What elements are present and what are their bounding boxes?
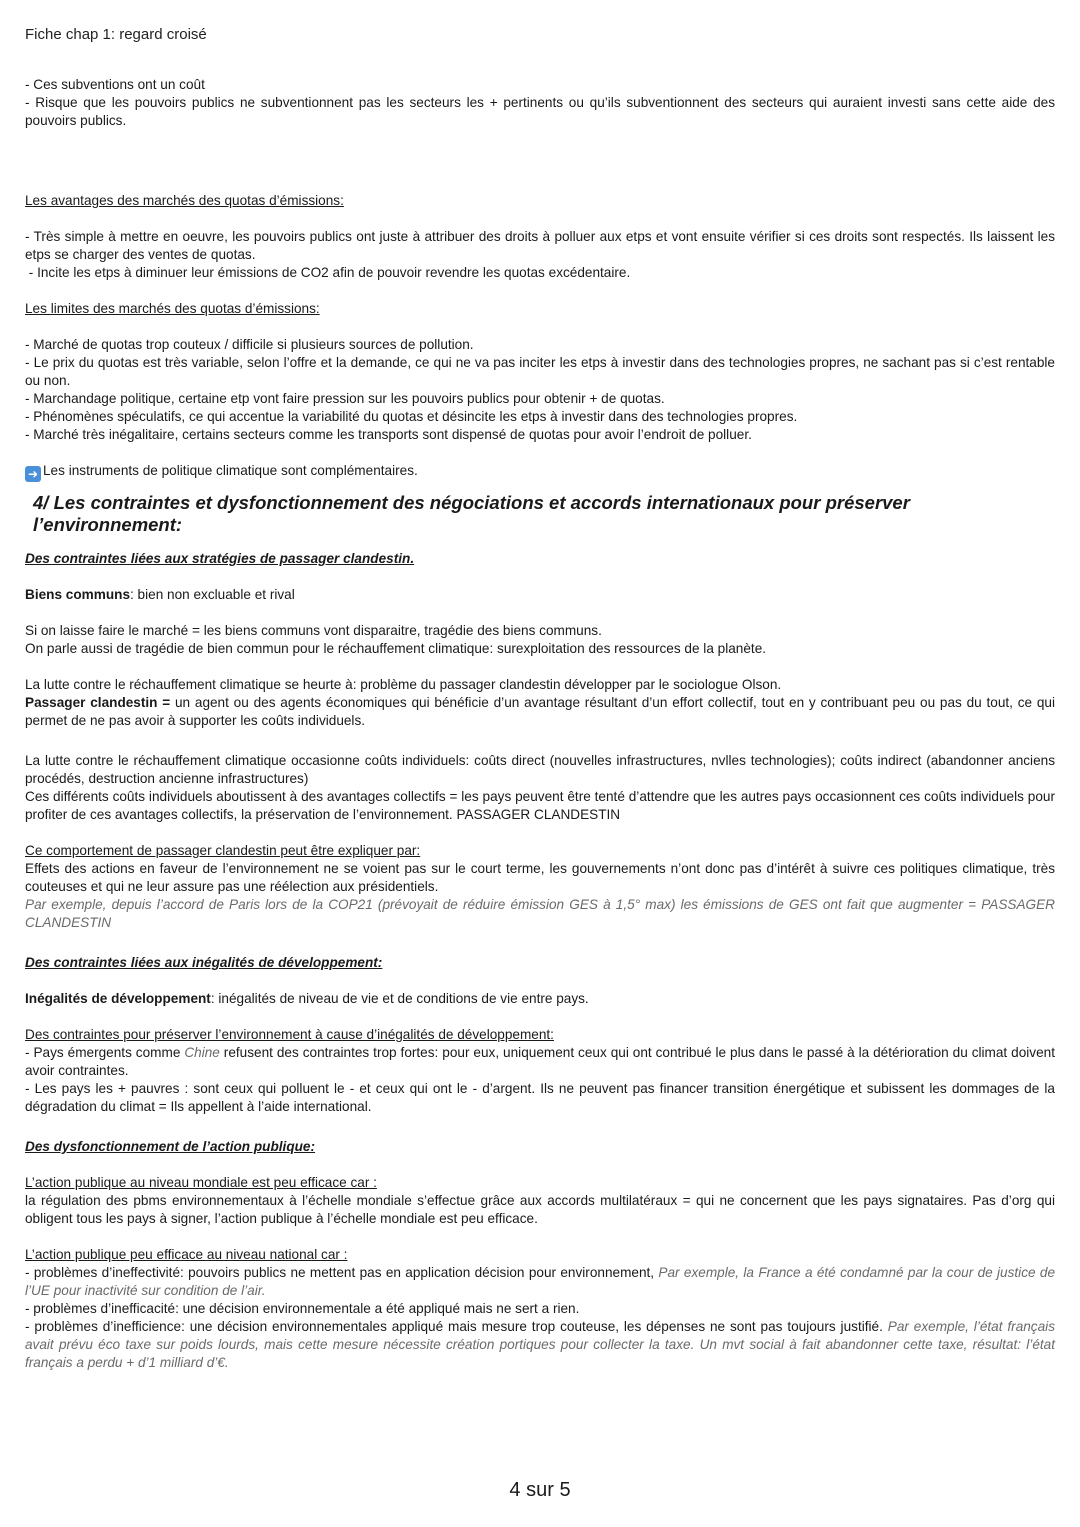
chine-example: Chine	[184, 1045, 220, 1060]
marche-line-2: On parle aussi de tragédie de bien commun pour le réchauffement climatique: surexploitation des ressources de la planète.	[25, 641, 767, 656]
intro-line-2: - Risque que les pouvoirs publics ne subventionnent pas les secteurs les + pertinents ou qu’ils subventionnent des secteurs qui auraient investi sans cette aide des pouvoirs publics.	[25, 95, 1055, 128]
subsection-action-publique: Des dysfonctionnement de l’action publique:	[25, 1139, 316, 1154]
conclusion-text: Les instruments de politique climatique sont complémentaires.	[43, 463, 418, 478]
inefficacite-point: - problèmes d’inefficacité: une décision environnementale a été appliqué mais ne sert a rien.	[25, 1301, 580, 1316]
document-title: Fiche chap 1: regard croisé	[25, 26, 207, 43]
explication-heading: Ce comportement de passager clandestin peut être expliquer par:	[25, 843, 421, 858]
page-number: 4 sur 5	[509, 1479, 571, 1501]
explication-text: Effets des actions en faveur de l’environnement ne se voient pas sur le court terme, les gouvernements n’ont donc pas d’intérêt à suivre ces politiques climatique, très couteuses et qui ne leur assure pas une réélection aux présidentiels.	[25, 861, 1055, 894]
passager-clandestin-term: Passager clandestin =	[25, 695, 171, 710]
intro-line-1: - Ces subventions ont un coût	[25, 77, 205, 92]
section-4-title: 4/ Les contraintes et dysfonctionnement des négociations et accords internationaux pour préserver l’environnement:	[33, 492, 910, 535]
action-mondiale-heading: L’action publique au niveau mondiale est peu efficace car :	[25, 1175, 377, 1190]
subsection-inegalites: Des contraintes liées aux inégalités de développement:	[25, 955, 383, 970]
biens-communs-term: Biens communs	[25, 587, 130, 602]
quotas-advantage-2: - Incite les etps à diminuer leur émissions de CO2 afin de pouvoir revendre les quotas excédentaire.	[25, 265, 631, 280]
couts-paragraph-2: Ces différents coûts individuels aboutissent à des avantages collectifs = les pays peuvent être tenté d’attendre que les autres pays occasionnent ces coûts individuels pour profiter de ces avantages collectifs, la préservation de l’environnement. PASSAGER CLANDESTIN	[25, 789, 1055, 822]
conclusion-line	[25, 462, 1055, 482]
biens-communs-def: : bien non excluable et rival	[130, 587, 295, 602]
inegalites-point-1: - Pays émergents comme Chine refusent des contraintes trop fortes: pour eux, uniquement ceux qui ont contribué le plus dans le passé à la détérioration du climat doivent avoir contraintes.	[25, 1045, 1059, 1078]
marche-line-1: Si on laisse faire le marché = les biens communs vont disparaitre, tragédie des biens communs.	[25, 623, 602, 638]
quotas-limit-1: - Marché de quotas trop couteux / difficile si plusieurs sources de pollution.	[25, 337, 474, 352]
quotas-limit-3: - Marchandage politique, certaine etp vont faire pression sur les pouvoirs publics pour obtenir + de quotas.	[25, 391, 665, 406]
quotas-advantages-heading: Les avantages des marchés des quotas d’émissions:	[25, 193, 344, 208]
document-page	[25, 26, 1059, 1372]
inegalites-heading: Des contraintes pour préserver l’environnement à cause d’inégalités de développement:	[25, 1027, 554, 1042]
quotas-limit-4: - Phénomènes spéculatifs, ce qui accentue la variabilité du quotas et désincite les etps à investir dans des technologies propres.	[25, 409, 798, 424]
biens-communs-definition	[25, 586, 1055, 604]
quotas-limits-heading: Les limites des marchés des quotas d’émissions:	[25, 301, 320, 316]
couts-paragraph-1: La lutte contre le réchauffement climatique occasionne coûts individuels: coûts direct (nouvelles infrastructures, nvlles technologies); coûts indirect (abandonner anciens procédés, destruction ancienne infrastructures)	[25, 753, 1055, 786]
inegalites-term: Inégalités de développement	[25, 991, 211, 1006]
inefficience-example: Par exemple, l’état français avait prévu éco taxe sur poids lourds, mais cette mesure nécessite création portiques pour collecter la taxe. Un mvt social à fait abandonner cette taxe, résultat: l’état français a perdu + d’1 milliard d’€.	[25, 1319, 1055, 1370]
quotas-limit-5: - Marché très inégalitaire, certains secteurs comme les transports sont dispensé de quotas pour avoir l’endroit de polluer.	[25, 427, 752, 442]
action-nationale-heading: L’action publique peu efficace au niveau national car :	[25, 1247, 348, 1262]
inegalites-def: : inégalités de niveau de vie et de conditions de vie entre pays.	[210, 991, 589, 1006]
arrow-right-icon: ➜	[25, 466, 41, 482]
inegalites-point-2: - Les pays les + pauvres : sont ceux qui polluent le - et ceux qui ont le - d’argent. Ils ne peuvent pas financer transition énergétique et subissent les dommages de la dégradation du climat = Ils appellent à l’aide international.	[25, 1081, 1055, 1114]
inegalites-definition	[25, 990, 1055, 1008]
ineffectivite-example: Par exemple, la France a été condamné par la cour de justice de l’UE pour inactivité sur condition de l’air.	[25, 1265, 1056, 1298]
ineffectivite-point: - problèmes d’ineffectivité: pouvoirs publics ne mettent pas en application décision pour environnement, Par exemple, la France a été condamné par la cour de justice de l’UE pour inactivité sur condition de l’air.	[25, 1265, 1056, 1298]
action-mondiale-text: la régulation des pbms environnementaux à l’échelle mondiale s’effectue grâce aux accords multilatéraux = qui ne concernent que les pays signataires. Pas d’org qui obligent tous les pays à signer, l’action publique à l’échelle mondiale est peu efficace.	[25, 1193, 1055, 1226]
explication-example: Par exemple, depuis l’accord de Paris lors de la COP21 (prévoyait de réduire émission GES à 1,5° max) les émissions de GES ont fait que augmenter = PASSAGER CLANDESTIN	[25, 897, 1055, 930]
subsection-passager-clandestin: Des contraintes liées aux stratégies de passager clandestin.	[25, 551, 415, 566]
passager-clandestin-def: un agent ou des agents économiques qui bénéficie d’un avantage résultant d’un effort collectif, tout en y contribuant peu ou pas du tout, ce qui permet de ne pas avoir à supporter les coûts individuels.	[25, 695, 1056, 728]
quotas-advantage-1: - Très simple à mettre en oeuvre, les pouvoirs publics ont juste à attribuer des droits à polluer aux etps et vont ensuite vérifier si ces droits sont respectés. Ils laissent les etps se charger des ventes de quotas.	[25, 229, 1055, 262]
quotas-limit-2: - Le prix du quotas est très variable, selon l’offre et la demande, ce qui ne va pas inciter les etps à investir dans des technologies propres, ne sachant pas si c’est rentable ou non.	[25, 355, 1055, 388]
passager-clandestin-definition	[25, 694, 1055, 730]
inefficience-point: - problèmes d’inefficience: une décision environnementales appliqué mais mesure trop couteuse, les dépenses ne sont pas toujours justifié. Par exemple, l’état français avait prévu éco taxe sur poids lourds, mais cette mesure nécessite création portiques pour collecter la taxe. Un mvt social à fait abandonner cette taxe, résultat: l’état français a perdu + d’1 milliard d’€.	[25, 1319, 1055, 1370]
lutte-line: La lutte contre le réchauffement climatique se heurte à: problème du passager clandestin développer par le sociologue Olson.	[25, 677, 782, 692]
